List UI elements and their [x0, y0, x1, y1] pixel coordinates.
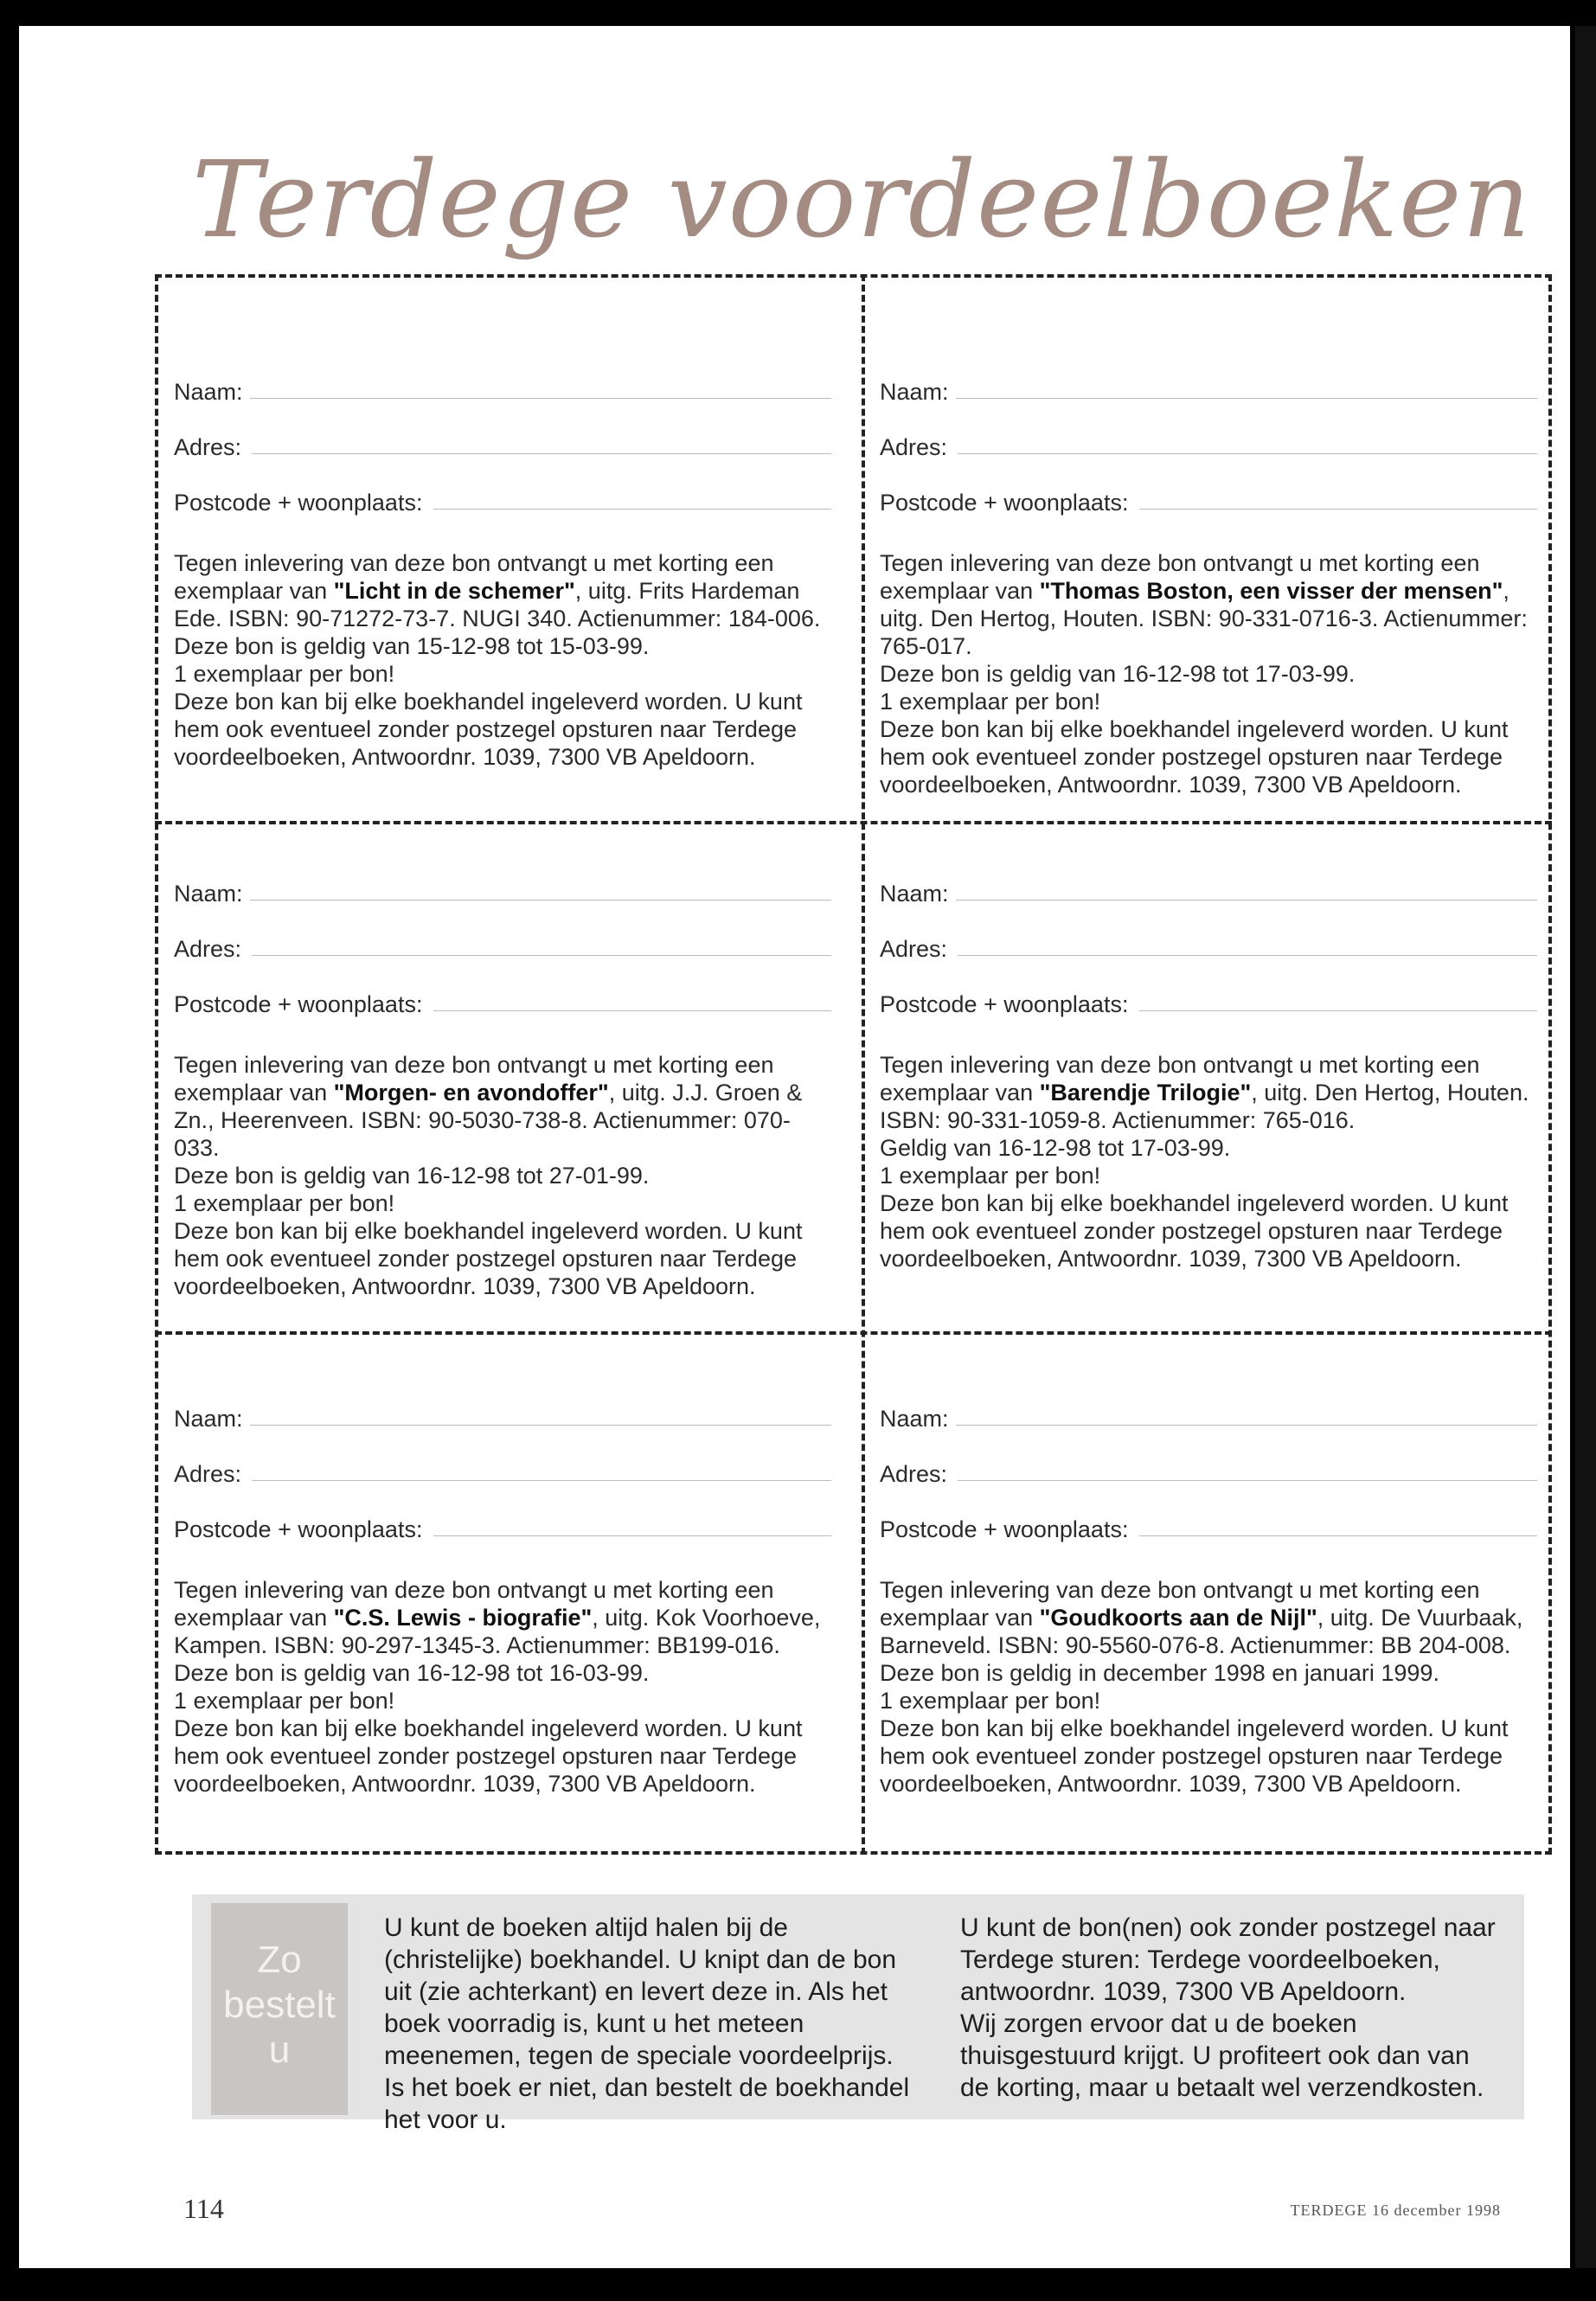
- name-line: [956, 398, 1537, 399]
- limit-text: 1 exemplaar per bon!: [174, 661, 395, 687]
- coupon-2: [880, 361, 1537, 798]
- postcode-field[interactable]: [174, 1498, 831, 1554]
- address-line: [252, 955, 831, 956]
- address-label: Adres:: [174, 434, 242, 460]
- postcode-line: [1139, 509, 1537, 510]
- limit-text: 1 exemplaar per bon!: [880, 689, 1101, 715]
- submission-text: Deze bon kan bij elke boekhandel ingeleverd worden. U kunt hem ook eventueel zonder postzegel opsturen naar Terdege voordeelboeken, Antwoordnr. 1039, 7300 VB Apeldoorn.: [880, 1715, 1509, 1797]
- validity-text: Deze bon is geldig in december 1998 en januari 1999.: [880, 1660, 1439, 1686]
- address-field[interactable]: [174, 416, 831, 471]
- postcode-field[interactable]: [880, 471, 1537, 527]
- delivery-note: Wij zorgen ervoor dat u de boeken thuisgestuurd krijgt. U profiteert ook dan van de korting, maar u betaalt wel verzendkosten.: [960, 2009, 1484, 2102]
- postcode-line: [433, 1010, 831, 1011]
- coupon-text: [880, 549, 1537, 798]
- postcode-label: Postcode + woonplaats:: [880, 490, 1129, 516]
- coupon-text: [174, 1051, 831, 1300]
- postcode-line: [433, 509, 831, 510]
- offer-text: Tegen inlevering van deze bon ontvangt u met korting een exemplaar van "Thomas Boston, een visser der mensen", uitg. Den Hertog, Houten. ISBN: 90-331-0716-3. Actienummer: 765-017.: [880, 550, 1528, 659]
- coupon-text: [880, 1051, 1537, 1272]
- offer-text: Tegen inlevering van deze bon ontvangt u met korting een exemplaar van "Barendje Trilogie", uitg. Den Hertog, Houten. ISBN: 90-331-1059-8. Actienummer: 765-016.: [880, 1052, 1529, 1133]
- coupon-text: [174, 1576, 831, 1798]
- address-label: Adres:: [174, 936, 242, 962]
- name-label: Naam:: [174, 379, 243, 405]
- name-label: Naam:: [880, 881, 949, 907]
- book-title: "C.S. Lewis - biografie": [333, 1605, 593, 1631]
- name-label: Naam:: [174, 881, 243, 907]
- offer-text: Tegen inlevering van deze bon ontvangt u met korting een exemplaar van "Licht in de schemer", uitg. Frits Hardeman Ede. ISBN: 90-71272-73-7. NUGI 340. Actienummer: 184-006.: [174, 550, 821, 631]
- name-line: [956, 1425, 1537, 1426]
- validity-text: Deze bon is geldig van 16-12-98 tot 27-01-99.: [174, 1163, 650, 1189]
- name-field[interactable]: [174, 1388, 831, 1443]
- offer-text: Tegen inlevering van deze bon ontvangt u met korting een exemplaar van "Goudkoorts aan de Nijl", uitg. De Vuurbaak, Barneveld. ISBN: 90-5560-076-8. Actienummer: BB 204-008.: [880, 1577, 1523, 1658]
- badge-line: u: [268, 2029, 291, 2071]
- postcode-label: Postcode + woonplaats:: [174, 490, 423, 516]
- address-line: [252, 1480, 831, 1481]
- cut-line-top: [155, 274, 1552, 278]
- name-line: [250, 398, 831, 399]
- postcode-label: Postcode + woonplaats:: [880, 1516, 1129, 1542]
- postcode-field[interactable]: [174, 973, 831, 1029]
- address-field[interactable]: [174, 1443, 831, 1498]
- book-title: "Goudkoorts aan de Nijl": [1039, 1605, 1317, 1631]
- postcode-line: [1139, 1010, 1537, 1011]
- name-line: [250, 1425, 831, 1426]
- postcode-field[interactable]: [880, 1498, 1537, 1554]
- book-title: "Morgen- en avondoffer": [333, 1080, 609, 1106]
- name-line: [250, 900, 831, 901]
- name-field[interactable]: [880, 862, 1537, 918]
- submission-text: Deze bon kan bij elke boekhandel ingeleverd worden. U kunt hem ook eventueel zonder postzegel opsturen naar Terdege voordeelboeken, Antwoordnr. 1039, 7300 VB Apeldoorn.: [880, 1190, 1509, 1272]
- name-field[interactable]: [880, 361, 1537, 416]
- name-label: Naam:: [880, 379, 949, 405]
- cut-line-row1: [155, 821, 1552, 824]
- limit-text: 1 exemplaar per bon!: [880, 1688, 1101, 1714]
- issue-footer: TERDEGE 16 december 1998: [1290, 2202, 1501, 2219]
- name-field[interactable]: [174, 862, 831, 918]
- badge-line: Zo: [257, 1939, 302, 1981]
- offer-text: Tegen inlevering van deze bon ontvangt u met korting een exemplaar van "C.S. Lewis - biografie", uitg. Kok Voorhoeve, Kampen. ISBN: 90-297-1345-3. Actienummer: BB199-016.: [174, 1577, 821, 1658]
- validity-text: Deze bon is geldig van 16-12-98 tot 16-03-99.: [174, 1660, 650, 1686]
- ordering-info-bookstore: U kunt de boeken altijd halen bij de (christelijke) boekhandel. U knipt dan de bon uit (zie achterkant) en levert deze in. Als het boek voorradig is, kunt u het meteen meenemen, tegen de speciale voordeelprijs. Is het boek er niet, dan bestelt de boekhandel het voor u.: [384, 1913, 910, 2134]
- cut-line-right: [1548, 274, 1552, 1855]
- ordering-info-box: [192, 1894, 1524, 2134]
- address-field[interactable]: [880, 918, 1537, 973]
- address-line: [958, 453, 1537, 454]
- mail-instructions: U kunt de bon(nen) ook zonder postzegel naar Terdege sturen: Terdege voordeelboeken, antwoordnr. 1039, 7300 VB Apeldoorn.: [960, 1913, 1496, 2006]
- address-field[interactable]: [174, 918, 831, 973]
- postcode-line: [433, 1535, 831, 1536]
- coupon-6: [880, 1388, 1537, 1798]
- validity-text: Deze bon is geldig van 16-12-98 tot 17-03-99.: [880, 661, 1356, 687]
- cut-line-middle: [862, 274, 865, 1855]
- submission-text: Deze bon kan bij elke boekhandel ingeleverd worden. U kunt hem ook eventueel zonder postzegel opsturen naar Terdege voordeelboeken, Antwoordnr. 1039, 7300 VB Apeldoorn.: [174, 1715, 803, 1797]
- submission-text: Deze bon kan bij elke boekhandel ingeleverd worden. U kunt hem ook eventueel zonder postzegel opsturen naar Terdege voordeelboeken, Antwoordnr. 1039, 7300 VB Apeldoorn.: [880, 716, 1509, 798]
- coupon-5: [174, 1388, 831, 1798]
- postcode-field[interactable]: [174, 471, 831, 527]
- page-edge: [1575, 26, 1596, 2268]
- page-number: 114: [183, 2193, 224, 2224]
- postcode-line: [1139, 1535, 1537, 1536]
- address-field[interactable]: [880, 1443, 1537, 1498]
- coupon-text: [174, 549, 831, 771]
- validity-text: Geldig van 16-12-98 tot 17-03-99.: [880, 1135, 1231, 1161]
- name-line: [956, 900, 1537, 901]
- address-field[interactable]: [880, 416, 1537, 471]
- address-line: [958, 1480, 1537, 1481]
- page-title: Terdege voordeelboeken: [192, 138, 1531, 261]
- ordering-info-mail: [960, 1912, 1497, 2104]
- how-to-order-badge: [211, 1903, 348, 2115]
- name-label: Naam:: [880, 1406, 949, 1432]
- address-label: Adres:: [880, 1461, 948, 1487]
- page: [19, 26, 1570, 2268]
- address-label: Adres:: [880, 434, 948, 460]
- coupon-text: [880, 1576, 1537, 1798]
- validity-text: Deze bon is geldig van 15-12-98 tot 15-03-99.: [174, 633, 650, 659]
- name-label: Naam:: [174, 1406, 243, 1432]
- limit-text: 1 exemplaar per bon!: [174, 1190, 395, 1216]
- coupon-3: [174, 862, 831, 1300]
- postcode-label: Postcode + woonplaats:: [174, 991, 423, 1017]
- postcode-label: Postcode + woonplaats:: [174, 1516, 423, 1542]
- address-line: [252, 453, 831, 454]
- submission-text: Deze bon kan bij elke boekhandel ingeleverd worden. U kunt hem ook eventueel zonder postzegel opsturen naar Terdege voordeelboeken, Antwoordnr. 1039, 7300 VB Apeldoorn.: [174, 1218, 803, 1299]
- address-label: Adres:: [880, 936, 948, 962]
- submission-text: Deze bon kan bij elke boekhandel ingeleverd worden. U kunt hem ook eventueel zonder postzegel opsturen naar Terdege voordeelboeken, Antwoordnr. 1039, 7300 VB Apeldoorn.: [174, 689, 803, 770]
- coupon-grid: [155, 274, 1552, 1870]
- book-title: "Thomas Boston, een visser der mensen": [1039, 578, 1503, 604]
- book-title: "Barendje Trilogie": [1039, 1080, 1252, 1106]
- name-field[interactable]: [174, 361, 831, 416]
- limit-text: 1 exemplaar per bon!: [174, 1688, 395, 1714]
- address-line: [958, 955, 1537, 956]
- limit-text: 1 exemplaar per bon!: [880, 1163, 1101, 1189]
- postcode-field[interactable]: [880, 973, 1537, 1029]
- cut-line-left: [155, 274, 158, 1855]
- cut-line-row2: [155, 1331, 1552, 1335]
- coupon-4: [880, 862, 1537, 1272]
- postcode-label: Postcode + woonplaats:: [880, 991, 1129, 1017]
- book-title: "Licht in de schemer": [333, 578, 575, 604]
- cut-line-bottom: [155, 1851, 1552, 1855]
- offer-text: Tegen inlevering van deze bon ontvangt u met korting een exemplaar van "Morgen- en avondoffer", uitg. J.J. Groen & Zn., Heerenveen. ISBN: 90-5030-738-8. Actienummer: 070-033.: [174, 1052, 803, 1161]
- name-field[interactable]: [880, 1388, 1537, 1443]
- address-label: Adres:: [174, 1461, 242, 1487]
- coupon-1: [174, 361, 831, 771]
- badge-line: bestelt: [223, 1984, 336, 2026]
